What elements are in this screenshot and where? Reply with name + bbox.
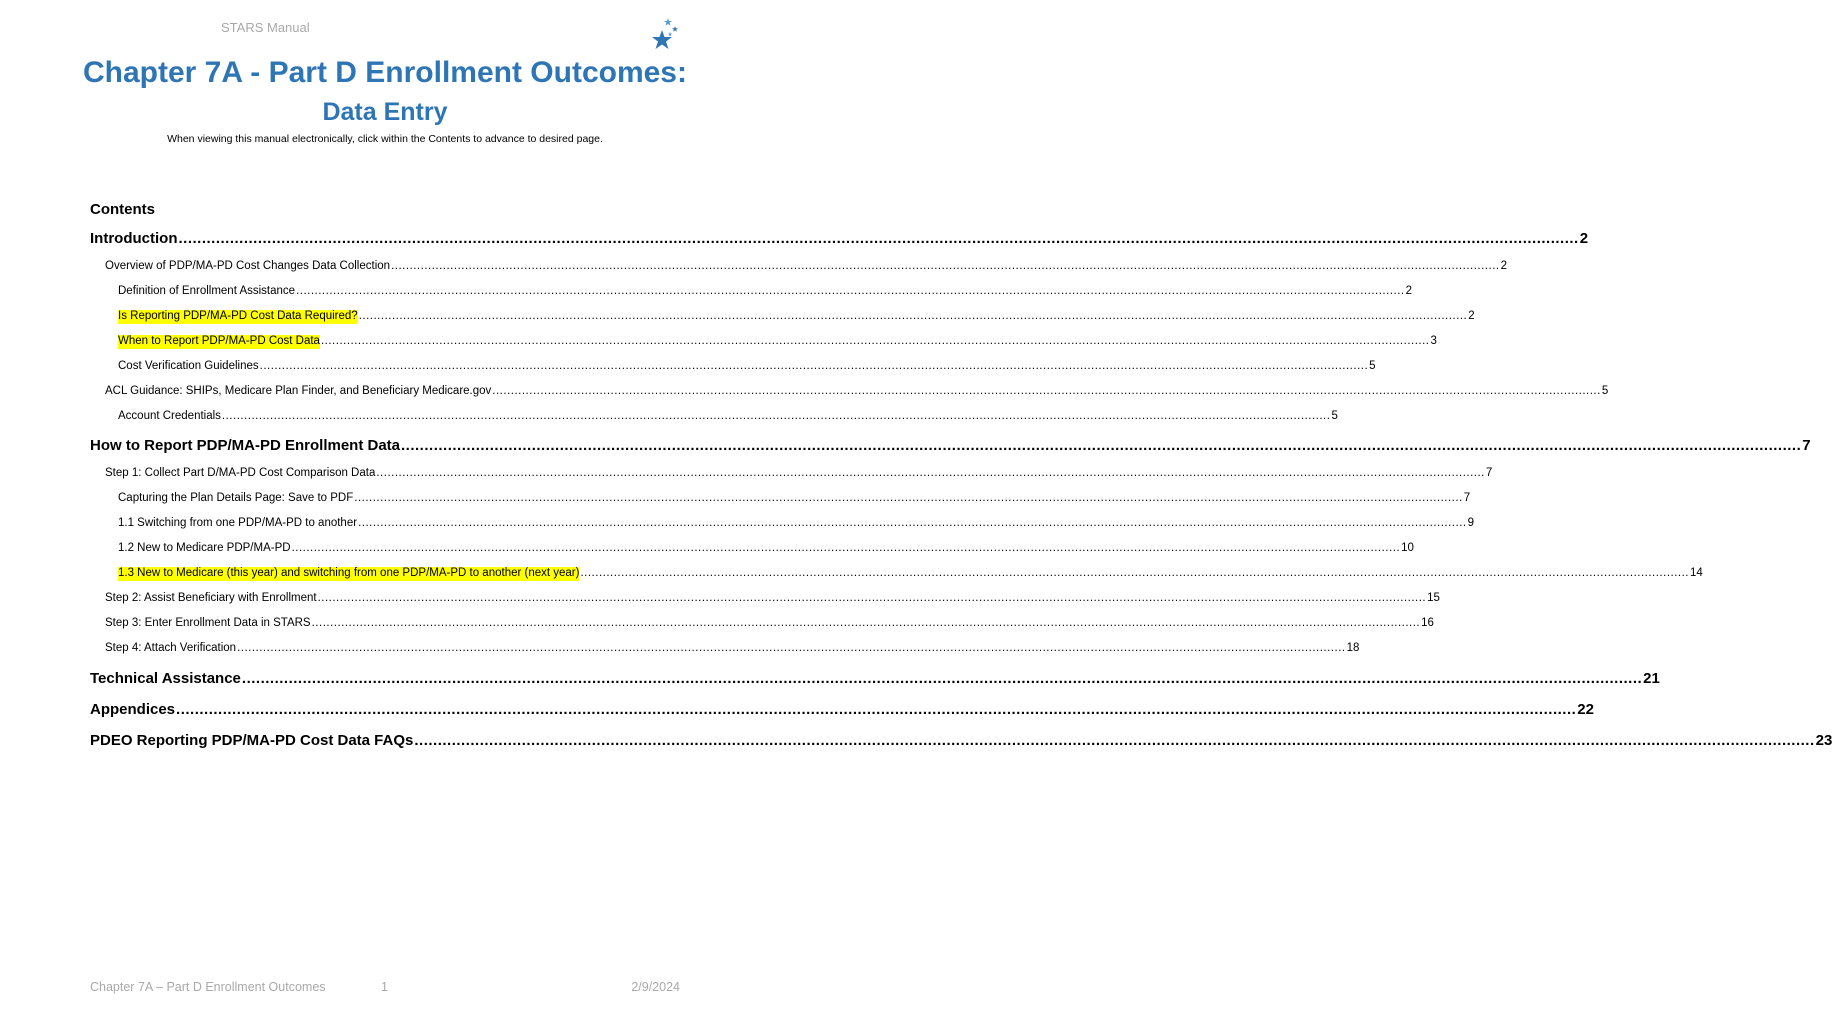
toc-entry[interactable] (90, 670, 1660, 688)
toc-entry[interactable] (105, 642, 1360, 656)
toc-entry-title[interactable]: Is Reporting PDP/MA-PD Cost Data Required? (118, 310, 358, 322)
toc-entry-title[interactable]: PDEO Reporting PDP/MA-PD Cost Data FAQs (90, 732, 414, 749)
toc-entry[interactable] (90, 437, 1811, 455)
toc-entry-page[interactable]: 7 (1463, 492, 1471, 504)
toc-leader-dots: ............................................................................................................................................................................................................................................................................................................ (391, 260, 1500, 272)
toc-entry-page[interactable]: 10 (1401, 542, 1414, 554)
toc-entry-title[interactable]: Step 4: Attach Verification (105, 642, 237, 654)
toc-entry[interactable] (90, 732, 1832, 750)
toc-entry[interactable] (90, 701, 1594, 719)
toc-entry-title[interactable]: Cost Verification Guidelines (118, 360, 259, 372)
toc-leader-dots: ............................................................................................................................................................................................................................................................................................................ (296, 285, 1405, 297)
toc-leader-dots: ............................................................................................................................................................................................................................................................................................................ (358, 310, 1468, 322)
toc-entry-page[interactable]: 23 (1815, 732, 1832, 749)
toc-entry-title[interactable]: 1.1 Switching from one PDP/MA-PD to another (118, 517, 358, 529)
toc-entry-page[interactable]: 7 (1485, 467, 1493, 479)
toc-leader-dots: ............................................................................................................................................................................................................................................................................................................ (237, 642, 1346, 654)
toc-entry[interactable] (118, 492, 1471, 506)
toc-entry[interactable] (118, 335, 1437, 349)
toc-entry[interactable] (90, 230, 1589, 248)
toc-leader-dots: ............................................................................................................................................................................................................................................................................................................ (241, 670, 1643, 687)
toc-leader-dots: ............................................................................................................................................................................................................................................................................................................ (492, 385, 1601, 397)
footer-date: 2/9/2024 (631, 980, 680, 994)
toc-leader-dots: ............................................................................................................................................................................................................................................................................................................ (291, 542, 1401, 554)
toc-entry-title[interactable]: Technical Assistance (90, 670, 241, 687)
toc-entry[interactable] (118, 410, 1338, 424)
toc-entry-title[interactable]: How to Report PDP/MA-PD Enrollment Data (90, 437, 401, 454)
toc-entry[interactable] (105, 385, 1609, 399)
toc-entry-page[interactable]: 3 (1430, 335, 1437, 347)
footer-page-number: 1 (381, 980, 388, 994)
toc-entry-title[interactable]: 1.2 New to Medicare PDP/MA-PD (118, 542, 291, 554)
toc-leader-dots: ............................................................................................................................................................................................................................................................................................................ (178, 230, 1579, 247)
toc-entry-title[interactable]: Appendices (90, 701, 176, 718)
toc-entry-page[interactable]: 22 (1577, 701, 1594, 718)
toc-entry-title[interactable]: Account Credentials (118, 410, 221, 422)
toc-entry[interactable] (118, 360, 1376, 374)
toc-leader-dots: ............................................................................................................................................................................................................................................................................................................ (376, 467, 1485, 479)
toc-entry[interactable] (105, 260, 1507, 274)
toc-leader-dots: ............................................................................................................................................................................................................................................................................................................ (311, 617, 1421, 629)
toc-entry-title[interactable]: ACL Guidance: SHIPs, Medicare Plan Finder, and Beneficiary Medicare.gov (105, 385, 492, 397)
toc-entry[interactable] (118, 517, 1474, 531)
toc-entry-title[interactable]: 1.3 New to Medicare (this year) and switching from one PDP/MA-PD to another (next year) (118, 567, 580, 579)
toc-entry-page[interactable]: 7 (1802, 437, 1811, 454)
toc-entry[interactable] (118, 567, 1703, 581)
toc-entry-title[interactable]: Step 1: Collect Part D/MA-PD Cost Comparison Data (105, 467, 376, 479)
toc-leader-dots: ............................................................................................................................................................................................................................................................................................................ (317, 592, 1427, 604)
toc-entry-page[interactable]: 5 (1331, 410, 1338, 422)
toc-entry[interactable] (118, 285, 1412, 299)
toc-leader-dots: ............................................................................................................................................................................................................................................................................................................ (401, 437, 1802, 454)
toc-entry-title[interactable]: Introduction (90, 230, 178, 247)
toc-leader-dots: ............................................................................................................................................................................................................................................................................................................ (358, 517, 1467, 529)
toc-entry-page[interactable]: 2 (1579, 230, 1589, 247)
toc-entry-title[interactable]: Overview of PDP/MA-PD Cost Changes Data Collection (105, 260, 391, 272)
toc-entry[interactable] (105, 617, 1434, 631)
toc-leader-dots: ............................................................................................................................................................................................................................................................................................................ (176, 701, 1577, 718)
toc-entry[interactable] (118, 310, 1475, 324)
toc-entry-page[interactable]: 14 (1690, 567, 1703, 579)
toc-leader-dots: ............................................................................................................................................................................................................................................................................................................ (259, 360, 1369, 372)
stars-logo-icon (648, 16, 680, 52)
toc-entry-page[interactable]: 5 (1369, 360, 1376, 372)
toc-entry-title[interactable]: Definition of Enrollment Assistance (118, 285, 296, 297)
toc-entry-title[interactable]: Step 3: Enter Enrollment Data in STARS (105, 617, 311, 629)
toc-entry[interactable] (105, 592, 1440, 606)
toc-entry-title[interactable]: Step 2: Assist Beneficiary with Enrollment (105, 592, 317, 604)
toc-entry-page[interactable]: 5 (1601, 385, 1609, 397)
navigation-instructions: When viewing this manual electronically, click within the Contents to advance to desired page. (167, 133, 603, 145)
page-subtitle: Data Entry (322, 98, 448, 126)
contents-heading: Contents (90, 201, 155, 218)
running-header: STARS Manual (221, 20, 310, 35)
toc-entry-title[interactable]: Capturing the Plan Details Page: Save to PDF (118, 492, 354, 504)
toc-leader-dots: ............................................................................................................................................................................................................................................................................................................ (320, 335, 1430, 347)
toc-entry-title[interactable]: When to Report PDP/MA-PD Cost Data (118, 335, 320, 347)
toc-entry-page[interactable]: 21 (1643, 670, 1660, 687)
toc-entry-page[interactable]: 2 (1468, 310, 1475, 322)
toc-entry-page[interactable]: 2 (1405, 285, 1412, 297)
toc-leader-dots: ............................................................................................................................................................................................................................................................................................................ (221, 410, 1331, 422)
toc-entry-page[interactable]: 16 (1421, 617, 1434, 629)
toc-entry[interactable] (118, 542, 1414, 556)
toc-entry-page[interactable]: 9 (1467, 517, 1474, 529)
page-title: Chapter 7A - Part D Enrollment Outcomes: (83, 56, 687, 89)
toc-entry[interactable] (105, 467, 1493, 481)
toc-leader-dots: ............................................................................................................................................................................................................................................................................................................ (354, 492, 1463, 504)
footer-chapter: Chapter 7A – Part D Enrollment Outcomes (90, 980, 326, 994)
toc-entry-page[interactable]: 2 (1500, 260, 1507, 272)
toc-leader-dots: ............................................................................................................................................................................................................................................................................................................ (414, 732, 1815, 749)
toc-entry-page[interactable]: 15 (1427, 592, 1440, 604)
toc-entry-page[interactable]: 18 (1346, 642, 1360, 654)
toc-leader-dots: ............................................................................................................................................................................................................................................................................................................ (580, 567, 1689, 579)
